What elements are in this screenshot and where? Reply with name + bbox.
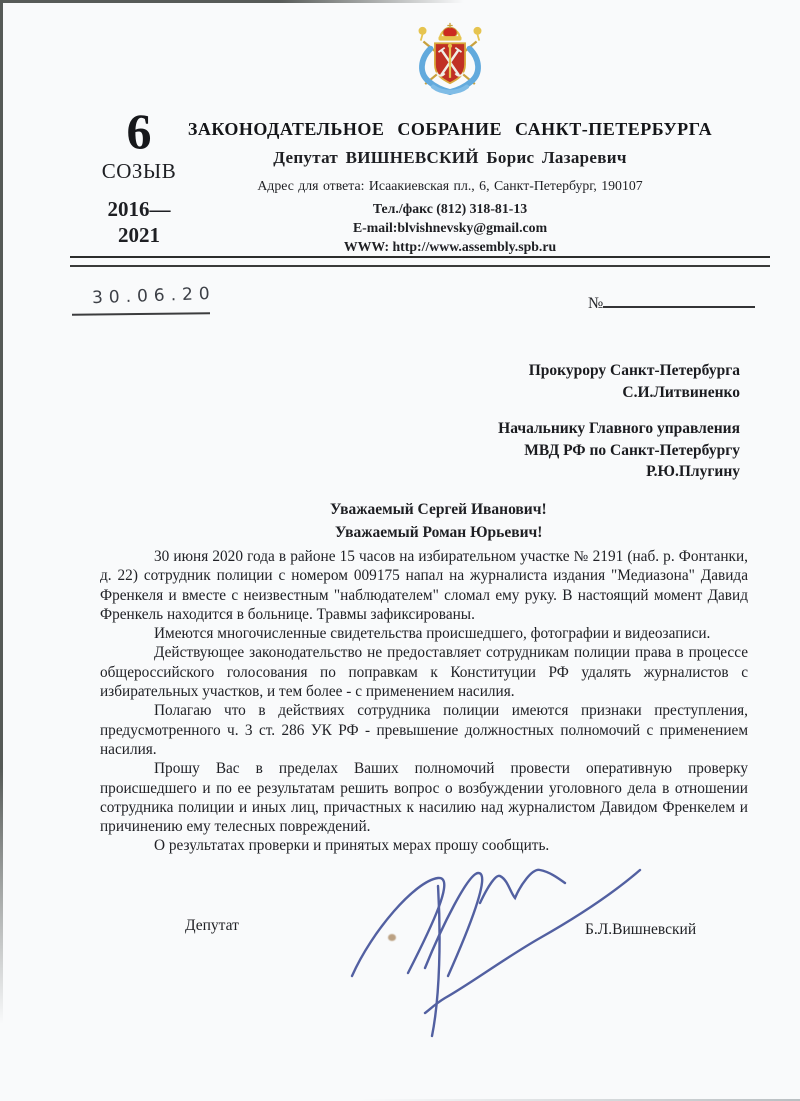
body-paragraph: О результатах проверки и принятых мерах прошу сообщить. bbox=[154, 837, 550, 855]
salutation-block bbox=[330, 499, 547, 544]
convocation-number: 6 bbox=[126, 103, 152, 159]
letter-body bbox=[100, 547, 748, 856]
signer-name: Б.Л.Вишневский bbox=[585, 921, 697, 938]
recipient-line: Начальнику Главного управления bbox=[498, 420, 740, 437]
convocation-years-start: 2016— bbox=[107, 197, 171, 221]
website-line: WWW: http://www.assembly.spb.ru bbox=[343, 239, 557, 254]
recipient-line: МВД РФ по Санкт-Петербургу bbox=[524, 441, 740, 459]
handwritten-date: 30.06.20 bbox=[91, 283, 217, 309]
body-paragraph: Полагаю что в действиях сотрудника полиции имеются признаки преступления, предусмотренного ч. 3 ст. 286 УК РФ - превышение должностных полномочий с применением насилия. bbox=[100, 702, 748, 758]
recipient-line: Прокурору Санкт-Петербурга bbox=[528, 362, 740, 379]
body-paragraph: Действующее законодательство не предоставляет сотрудникам полиции права в процессе общероссийского голосования по поправкам к Конституции РФ удалять журналистов с избирательных участков, и тем более - с применением насилия. bbox=[100, 644, 748, 701]
number-sign-label: № bbox=[588, 295, 604, 312]
convocation-years-end: 2021 bbox=[118, 223, 160, 247]
salutation-line: Уважаемый Сергей Иванович! bbox=[330, 501, 547, 518]
number-blank-line bbox=[603, 292, 755, 308]
body-paragraph: Имеются многочисленные свидетельства происшедшего, фотографии и видеозаписи. bbox=[154, 625, 711, 643]
spb-coat-of-arms-icon bbox=[404, 22, 496, 100]
body-paragraph: Прошу Вас в пределах Ваших полномочий провести оперативную проверку происшедшего и по ее результатам решить вопрос о возбуждении уголовного дела в отношении сотрудника полиции и иных лиц, причастных к насилию над журналистом Давидом Френкелем и причинению ему телесных повреждений. bbox=[100, 760, 748, 836]
organization-title: ЗАКОНОДАТЕЛЬНОЕ СОБРАНИЕ САНКТ-ПЕТЕРБУРГА bbox=[187, 119, 713, 139]
scan-edge-left bbox=[0, 0, 3, 1024]
deputy-name-line: Депутат ВИШНЕВСКИЙ Борис Лазаревич bbox=[273, 148, 627, 167]
body-paragraph: 30 июня 2020 года в районе 15 часов на избирательном участке № 2191 (наб. р. Фонтанки, д. 22) сотрудник полиции с номером 009175 напал на журналиста издания "Медиазона" Давида Френкеля и вместе с неизвестным "наблюдателем" сломал ему руку. В настоящий момент Давид Френкель находится в больнице. Травмы зафиксированы. bbox=[100, 548, 748, 623]
phone-line: Тел./факс (812) 318-81-13 bbox=[372, 201, 528, 216]
signer-position-label: Депутат bbox=[185, 917, 239, 934]
outgoing-number-field bbox=[588, 292, 755, 313]
salutation-line: Уважаемый Роман Юрьевич! bbox=[335, 523, 543, 541]
letterhead bbox=[150, 22, 750, 255]
recipient-line: Р.Ю.Плугину bbox=[646, 463, 740, 480]
ink-stain bbox=[388, 934, 396, 941]
recipient-line: С.И.Литвиненко bbox=[622, 383, 740, 401]
reply-address-line: Адрес для ответа: Исаакиевская пл., 6, Санкт-Петербург, 190107 bbox=[257, 178, 643, 193]
scan-edge-top bbox=[0, 0, 464, 3]
handwritten-signature bbox=[320, 856, 660, 1048]
email-line: E-mail:blvishnevsky@gmail.com bbox=[352, 220, 548, 235]
letterhead-divider bbox=[70, 256, 770, 267]
date-underline bbox=[72, 312, 210, 315]
recipients-block bbox=[498, 360, 740, 483]
convocation-label: СОЗЫВ bbox=[101, 159, 177, 183]
